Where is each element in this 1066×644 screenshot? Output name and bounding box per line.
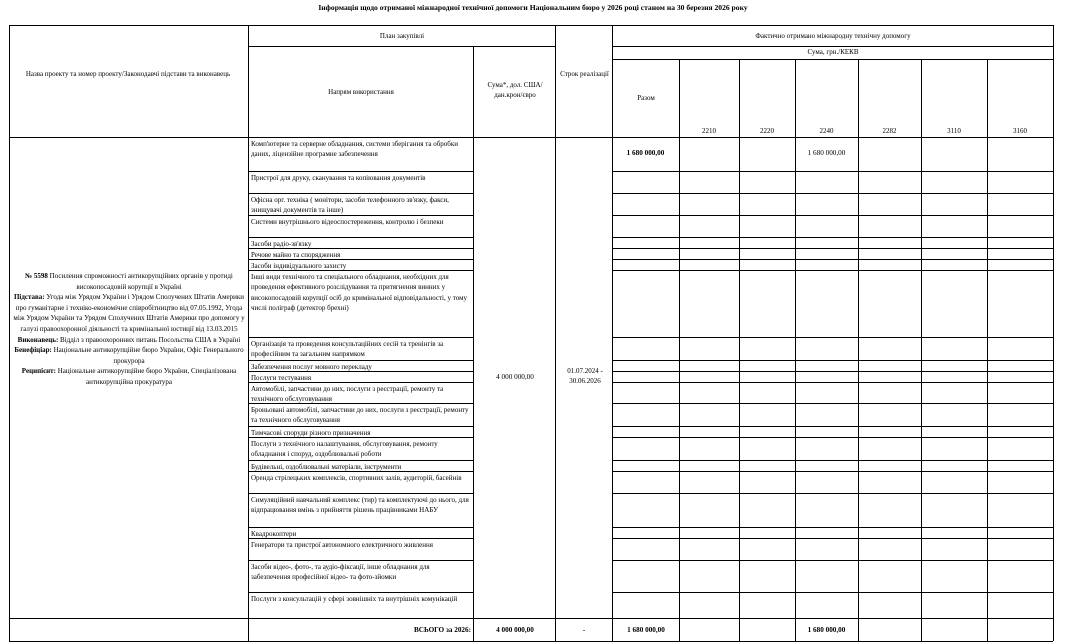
grid-line bbox=[612, 259, 1053, 260]
grid-line bbox=[612, 371, 1053, 372]
grid-line bbox=[248, 171, 473, 172]
direction-cell: Забезпечення послуг мовного перекладу bbox=[251, 363, 372, 371]
direction-cell: Системи внутрішнього відеоспостереження, контролю і безпеки bbox=[251, 218, 444, 226]
grid-line bbox=[612, 46, 1053, 47]
recipient-label: Реципієнт: bbox=[21, 367, 56, 376]
grid-line bbox=[921, 59, 922, 641]
header-kekv-2220: 2220 bbox=[760, 127, 774, 135]
executor-label: Виконавець: bbox=[17, 335, 59, 344]
footer-period: - bbox=[582, 626, 586, 634]
grid-line bbox=[9, 25, 1053, 26]
document-title: Інформація щодо отриманої міжнародної технічної допомоги Національним бюро у 2026 році станом на 30 березня 2026 року bbox=[318, 3, 748, 12]
grid-line bbox=[612, 538, 1053, 539]
header-kekv-3110: 3110 bbox=[947, 127, 961, 135]
header-project: Назва проекту та номер проекту/Законодавчі підстави та виконавець bbox=[25, 70, 231, 78]
project-number: № 5598 bbox=[25, 272, 48, 280]
direction-cell: Організація та проведення консультаційних сесій та тренінгів за професійним та загальним напрямком bbox=[251, 340, 444, 359]
grid-line bbox=[248, 426, 473, 427]
grid-line bbox=[612, 248, 1053, 249]
header-period: Строк реалізації bbox=[560, 70, 609, 78]
direction-cell: Послуги тестування bbox=[251, 374, 312, 382]
grid-line bbox=[612, 471, 1053, 472]
grid-line bbox=[248, 527, 473, 528]
header-sum-kekv: Сума, грн./КЕКВ bbox=[807, 48, 859, 56]
grid-line bbox=[555, 25, 556, 641]
grid-line bbox=[248, 493, 473, 494]
footer-total: 1 680 000,00 bbox=[627, 626, 665, 634]
grid-line bbox=[612, 237, 1053, 238]
grid-line bbox=[248, 25, 249, 641]
grid-line bbox=[1053, 25, 1054, 641]
grid-line bbox=[9, 641, 1053, 642]
grid-line bbox=[248, 337, 473, 338]
project-name: Посилення спроможності антикорупційних органів у протиді високопосадовій корупції в Україні bbox=[49, 272, 233, 291]
direction-cell: Комп'ютерне та серверне обладнання, системи зберігання та обробки даних, ліцензійне програмне забезпечення bbox=[251, 140, 458, 159]
header-amount: Сума*, дол. США/дан.крон/євро bbox=[487, 81, 543, 99]
direction-cell: Пристрої для друку, сканування та копіювання документів bbox=[251, 174, 426, 182]
direction-cell: Послуги з консультацій у сфері зовнішніх та внутрішніх комунікацій bbox=[251, 595, 458, 603]
direction-cell: Броньовані автомобілі, запчастини до них, послуги з реєстрації, ремонту та технічного обслуговування bbox=[251, 406, 469, 425]
grid-line bbox=[248, 237, 473, 238]
grid-line bbox=[248, 46, 555, 47]
grid-line bbox=[248, 193, 473, 194]
footer-label: ВСЬОГО за 2026: bbox=[414, 626, 471, 634]
footer-kekv-2240: 1 680 000,00 bbox=[807, 626, 846, 634]
grid-line bbox=[612, 460, 1053, 461]
direction-cell: Квадрокоптери bbox=[251, 530, 297, 538]
basis-text: Угода між Урядом України і Урядом Сполучених Штатів Америки про гуманітарне і техніко-економічне співробітництво від 07.05.1992, Угода між Урядом України та Урядом Сполучених Штатів Америки про допомогу у галузі правоохоронної діяльності та кримінальної юстиції від 13.03.2015 bbox=[13, 293, 245, 333]
header-kekv-2282: 2282 bbox=[882, 127, 897, 135]
grid-line bbox=[9, 137, 1053, 138]
direction-cell: Офісна орг. техніка ( монітори, засоби телефонного зв'язку, факси, знищувачі документів та інше) bbox=[251, 196, 449, 215]
grid-line bbox=[612, 560, 1053, 561]
header-direction: Напрям використання bbox=[328, 88, 394, 96]
grid-line bbox=[248, 560, 473, 561]
footer-amount: 4 000 000,00 bbox=[496, 626, 534, 634]
grid-line bbox=[473, 46, 474, 641]
grid-line bbox=[612, 25, 613, 641]
grid-line bbox=[612, 527, 1053, 528]
grid-line bbox=[248, 460, 473, 461]
grid-line bbox=[612, 270, 1053, 271]
beneficiary-text: Національне антикорупційне бюро України, Офіс Генерального прокурора bbox=[53, 346, 244, 365]
direction-cell: Симуляційний навчальний комплекс (тир) та комплектуючі до нього, для відпрацювання вмінь з прийняття рішень працівниками НАБУ bbox=[251, 496, 469, 515]
grid-line bbox=[612, 426, 1053, 427]
direction-cell: Засоби індивідуального захисту bbox=[251, 262, 347, 270]
project-description bbox=[11, 271, 247, 388]
grid-line bbox=[612, 215, 1053, 216]
direction-cell: Генератори та пристрої автономного електричного живлення bbox=[251, 541, 433, 549]
grid-line bbox=[612, 403, 1053, 404]
grid-line bbox=[248, 360, 473, 361]
header-kekv-2240: 2240 bbox=[819, 127, 834, 135]
direction-cell: Тимчасові споруди різного призначення bbox=[251, 429, 371, 437]
grid-line bbox=[739, 59, 740, 641]
grid-line bbox=[612, 171, 1053, 172]
header-actual: Фактично отримано міжнародну технічну допомогу bbox=[755, 32, 911, 40]
plan-period: 01.07.2024 - 30.06.2026 bbox=[567, 367, 603, 385]
header-kekv-2210: 2210 bbox=[702, 127, 716, 135]
basis-label: Підстава: bbox=[13, 293, 45, 302]
grid-line bbox=[612, 592, 1053, 593]
grid-line bbox=[248, 592, 473, 593]
grid-line bbox=[858, 59, 859, 641]
direction-cell: Будівельні, оздоблювальні матеріали, інструменти bbox=[251, 463, 402, 471]
direction-cell: Інші види технічного та спеціального обладнання, необхідних для проведення ефективного розслідування та притягнення винних у високопосадовій корупції осіб до кримінальної відповідальності, у тому числі поліграф (детектор брехні) bbox=[251, 273, 467, 313]
grid-line bbox=[612, 337, 1053, 338]
direction-cell: Речове майно та спорядження bbox=[251, 251, 341, 259]
header-total: Разом bbox=[637, 94, 655, 102]
direction-cell: Засоби радіо-зв'язку bbox=[251, 240, 312, 248]
executor-text: Відділ з правоохоронних питань Посольства США в Україні bbox=[60, 335, 241, 344]
recipient-text: Національне антикорупційне бюро України, Спеціалізована антикорупційна прокуратура bbox=[57, 367, 237, 386]
row-total: 1 680 000,00 bbox=[626, 149, 665, 157]
grid-line bbox=[612, 360, 1053, 361]
direction-cell: Автомобілі, запчастини до них, послуги з реєстрації, ремонту та технічного обслуговування bbox=[251, 385, 444, 404]
grid-line bbox=[9, 618, 1053, 619]
grid-line bbox=[679, 59, 680, 641]
beneficiary-label: Бенефіціар: bbox=[14, 346, 52, 355]
row-kekv-2240: 1 680 000,00 bbox=[807, 149, 846, 157]
direction-cell: Оренда стрілецьких комплексів, спортивних залів, аудиторій, басейнів bbox=[251, 474, 462, 482]
grid-line bbox=[612, 493, 1053, 494]
grid-line bbox=[987, 59, 988, 641]
direction-cell: Послуги з технічного налаштування, обслуговування, ремонту обладнання і споруд, оздоблювальні роботи bbox=[251, 440, 438, 459]
grid-line bbox=[9, 25, 10, 641]
grid-line bbox=[612, 437, 1053, 438]
grid-line bbox=[612, 193, 1053, 194]
grid-line bbox=[612, 382, 1053, 383]
grid-line bbox=[795, 59, 796, 641]
plan-amount: 4 000 000,00 bbox=[496, 373, 534, 381]
header-kekv-3160: 3160 bbox=[1013, 127, 1027, 135]
header-plan: План закупівлі bbox=[379, 32, 425, 40]
direction-cell: Засоби відео-, фото-, та аудіо-фіксації, інше обладнання для забезпечення професійної відео- та фото-зйомки bbox=[251, 563, 430, 582]
